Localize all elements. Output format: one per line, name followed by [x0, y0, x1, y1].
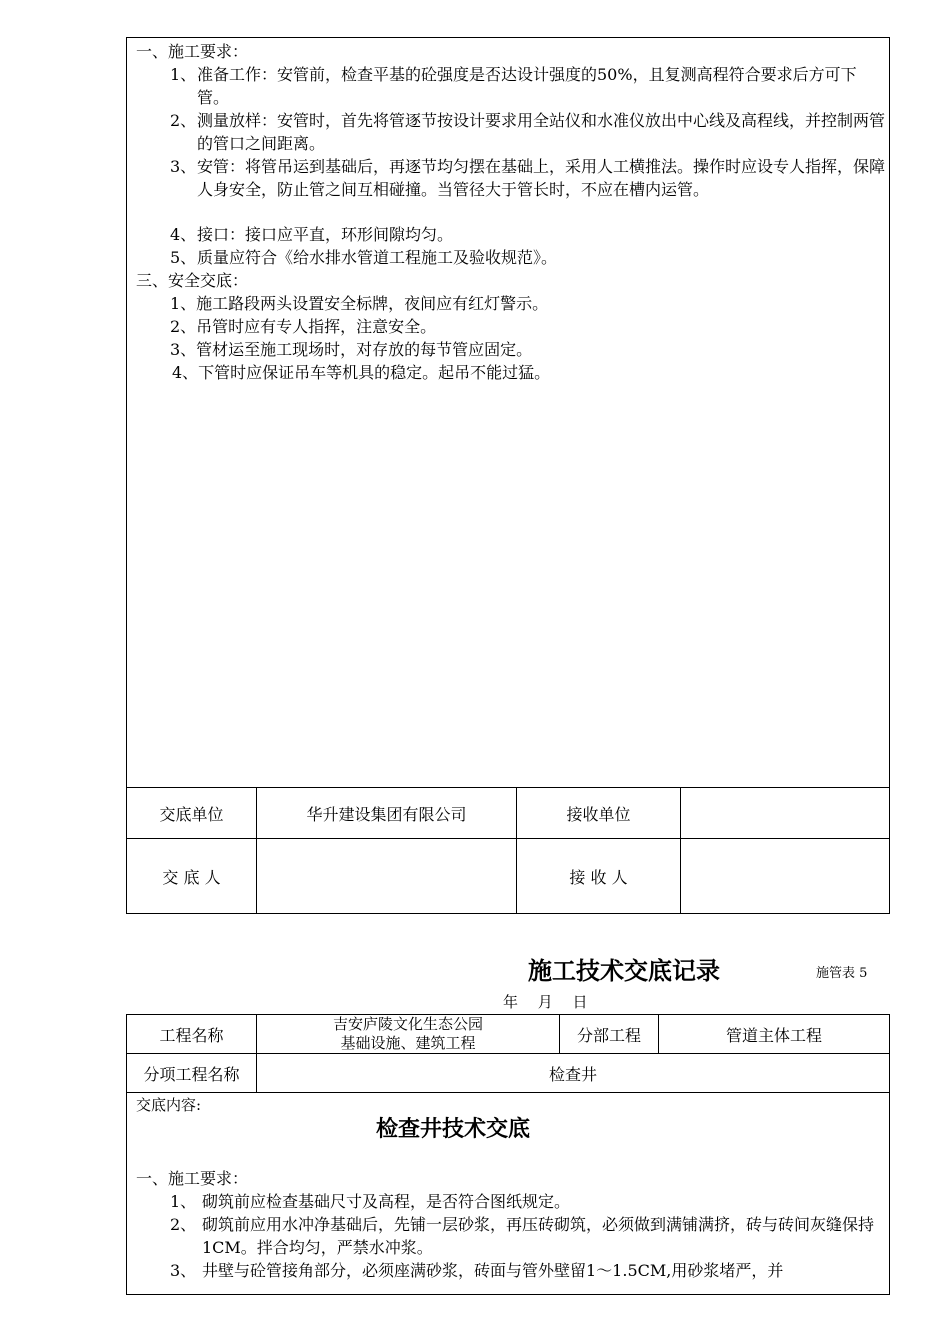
p1-item5-text: 质量应符合《给水排水管道工程施工及验收规范》。: [197, 248, 558, 267]
p1-item3-num: 3、: [170, 157, 197, 176]
p1-item5-num: 5、: [170, 248, 197, 267]
project-name-label: 工程名称: [159, 1025, 224, 1045]
project-name-line-2: 基础设施、建筑工程: [340, 1034, 476, 1052]
project-name-value: [257, 1015, 559, 1053]
item-name-value: 检查井: [548, 1064, 597, 1084]
project-name-line-1: 吉安庐陵文化生态公园: [332, 1015, 483, 1033]
p1-item2-num: 2、: [170, 111, 197, 130]
p2-item1-text: 砌筑前应检查基础尺寸及高程，是否符合图纸规定。: [202, 1192, 571, 1211]
p1-section1-heading: 一、施工要求：: [136, 42, 249, 61]
receiver-unit-value[interactable]: [681, 788, 889, 838]
giver-person-value[interactable]: [257, 839, 516, 914]
p2-item3-num: 3、: [170, 1261, 197, 1280]
p2-item1-num: 1、: [170, 1192, 197, 1211]
form-number: 施管表 5: [816, 966, 868, 981]
p1-item4-text: 接口：接口应平直，环形间隙均匀。: [197, 225, 454, 244]
receiver-unit-label: 接收单位: [566, 804, 631, 824]
p2-section1-heading: 一、施工要求：: [136, 1169, 249, 1188]
receiver-person-label: 接 收 人: [569, 868, 628, 887]
p1-item1-num: 1、: [170, 65, 197, 84]
sub-project-value: 管道主体工程: [725, 1025, 822, 1045]
item-name-label: 分项工程名称: [143, 1064, 240, 1084]
p1-section3-heading: 三、安全交底：: [136, 271, 249, 290]
record-title: 施工技术交底记录: [528, 956, 720, 985]
p2-item2-text: 砌筑前应用水冲净基础后，先铺一层砂浆，再压砖砌筑，必须做到满铺满挤，砖与砖间灰缝保持1CM。拌合均匀，严禁水冲浆。: [202, 1215, 875, 1257]
p1-safety-item-1: 1、施工路段两头设置安全标牌，夜间应有红灯警示。: [170, 294, 549, 313]
p1-safety-item-3: 3、管材运至施工现场时，对存放的每节管应固定。: [170, 340, 533, 359]
p1-item1-text: 准备工作：安管前，检查平基的砼强度是否达设计强度的50%，且复测高程符合要求后方可下管。: [197, 65, 857, 107]
p1-item2-text: 测量放样：安管时，首先将管逐节按设计要求用全站仪和水准仪放出中心线及高程线，并控制两管的管口之间距离。: [197, 111, 886, 153]
p2-item3-text: 井壁与砼管接角部分，必须座满砂浆，砖面与管外壁留1～1.5CM,用砂浆堵严，并: [202, 1261, 784, 1280]
p2-item2-num: 2、: [170, 1215, 197, 1234]
giver-unit-value: 华升建设集团有限公司: [306, 804, 467, 824]
giver-unit-label: 交底单位: [159, 804, 224, 824]
p1-item4-num: 4、: [170, 225, 197, 244]
p1-item3-text: 安管：将管吊运到基础后，再逐节均匀摆在基础上，采用人工横推法。操作时应设专人指挥，保障人身安全，防止管之间互相碰撞。当管径大于管长时，不应在槽内运管。: [197, 157, 886, 199]
p1-safety-item-4: 4、下管时应保证吊车等机具的稳定。起吊不能过猛。: [172, 363, 551, 382]
receiver-person-value[interactable]: [681, 839, 889, 914]
doc-title: 检查井技术交底: [376, 1116, 531, 1142]
p1-safety-item-2: 2、吊管时应有专人指挥，注意安全。: [170, 317, 437, 336]
sub-project-label: 分部工程: [576, 1025, 641, 1045]
p2-row2-bottom-line: [126, 1092, 890, 1093]
giver-person-label: 交 底 人: [162, 868, 221, 887]
date-line: 年 月 日: [503, 993, 588, 1011]
content-label: 交底内容:: [136, 1096, 202, 1114]
